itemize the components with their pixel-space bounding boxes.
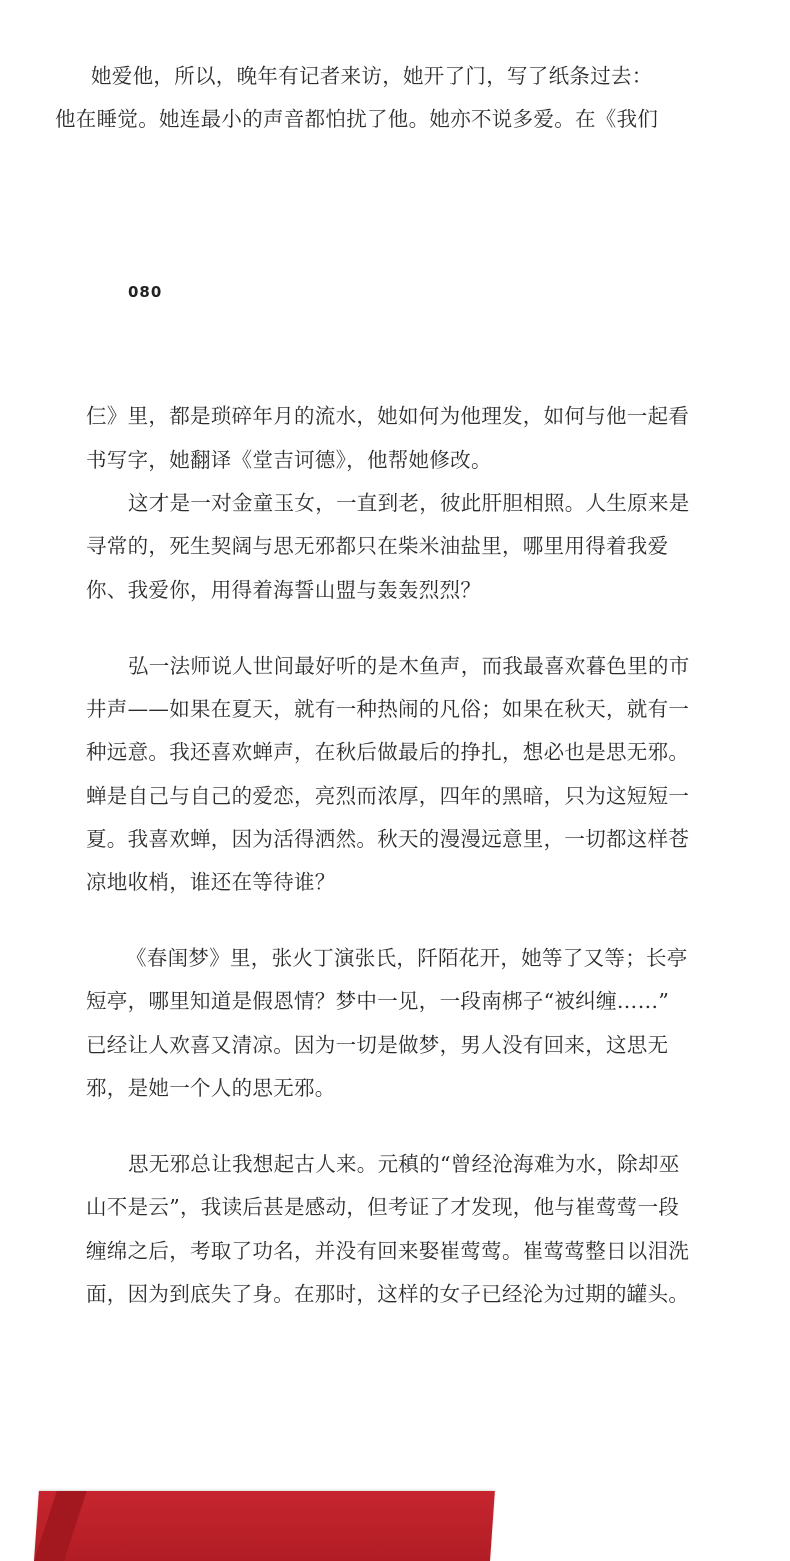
text-line-4: 书写字，她翻译《堂吉诃德》，他帮她修改。 (86, 448, 492, 472)
text-line-11: 蝉是自己与自己的爱恋，亮烈而浓厚，四年的黑暗，只为这短短一 (86, 784, 690, 808)
text-line-18: 思无邪总让我想起古人来。元稹的“曾经沧海难为水，除却巫 (128, 1152, 680, 1176)
text-line-3: 仨》里，都是琐碎年月的流水，她如何为他理发，如何与他一起看 (86, 404, 690, 428)
text-line-17: 邪，是她一个人的思无邪。 (86, 1076, 336, 1100)
text-line-12: 夏。我喜欢蝉，因为活得洒然。秋天的漫漫远意里，一切都这样苍 (86, 827, 690, 851)
text-line-5: 这才是一对金童玉女，一直到老，彼此肝胆相照。人生原来是 (128, 491, 690, 515)
text-line-15: 短亭，哪里知道是假恩情？梦中一见，一段南梆子“被纠缠……” (86, 989, 670, 1013)
text-line-16: 已经让人欢喜又清凉。因为一切是做梦，男人没有回来，这思无 (86, 1033, 669, 1057)
text-line-13: 凉地收梢，谁还在等待谁？ (86, 870, 336, 894)
text-line-1: 她爱他，所以，晚年有记者来访，她开了门，写了纸条过去： (91, 64, 653, 88)
text-line-9: 井声——如果在夏天，就有一种热闹的凡俗；如果在秋天，就有一 (86, 697, 690, 721)
text-line-6: 寻常的，死生契阔与思无邪都只在柴米油盐里，哪里用得着我爱 (86, 534, 669, 558)
text-line-20: 缠绵之后，考取了功名，并没有回来娶崔莺莺。崔莺莺整日以泪洗 (86, 1239, 690, 1263)
text-line-21: 面，因为到底失了身。在那时，这样的女子已经沦为过期的罐头。 (86, 1282, 690, 1306)
text-line-19: 山不是云”，我读后甚是感动，但考证了才发现，他与崔莺莺一段 (86, 1195, 680, 1219)
page-number: 080 (128, 283, 163, 301)
red-book-cover (34, 1491, 495, 1561)
text-line-14: 《春闺梦》里，张火丁演张氏，阡陌花开，她等了又等；长亭 (126, 946, 688, 970)
text-line-10: 种远意。我还喜欢蝉声，在秋后做最后的挣扎，想必也是思无邪。 (86, 740, 690, 764)
text-line-7: 你、我爱你，用得着海誓山盟与轰轰烈烈？ (86, 578, 482, 602)
text-line-2: 他在睡觉。她连最小的声音都怕扰了他。她亦不说多爱。在《我们 (55, 107, 659, 131)
text-line-8: 弘一法师说人世间最好听的是木鱼声，而我最喜欢暮色里的市 (128, 654, 690, 678)
